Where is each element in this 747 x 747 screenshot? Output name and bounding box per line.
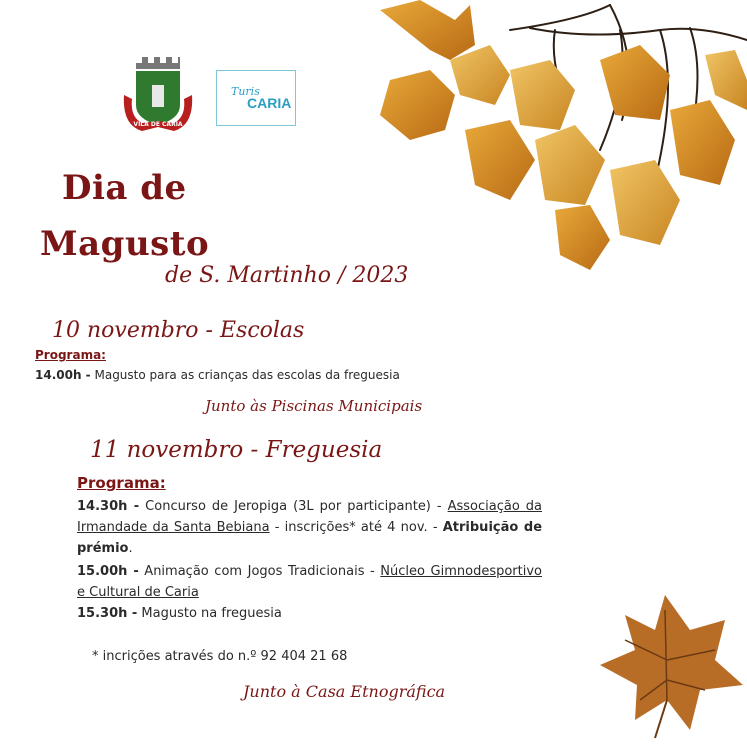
turis-logo-name: CARIA [247, 95, 292, 111]
day1-item-text: Magusto para as crianças das escolas da freguesia [90, 368, 400, 382]
day2-item3-time: 15.30h - [77, 606, 138, 621]
day2-program-item-1 [77, 496, 542, 559]
day2-item2-time: 15.00h - [77, 564, 139, 579]
day2-location: Junto à Casa Etnográfica [243, 682, 446, 701]
turis-logo-prefix: Turis [231, 85, 260, 98]
day1-program-item [35, 368, 455, 382]
autumn-leaves-branch-illustration [360, 0, 747, 280]
day2-item2-text: Animação com Jogos Tradicionais - [138, 564, 381, 579]
day2-heading: 11 novembro - Freguesia [90, 437, 383, 463]
turis-caria-logo [216, 70, 296, 126]
day1-item-time: 14.00h - [35, 368, 91, 382]
crest-banner-text: VILA DE CARIA [133, 121, 183, 128]
day2-programa-label: Programa: [77, 474, 166, 492]
day2-item1-rest: - inscrições* até 4 nov. - [269, 520, 443, 535]
parish-crest-logo [122, 55, 194, 137]
event-title-line2: Magusto [40, 224, 210, 264]
day1-heading: 10 novembro - Escolas [52, 318, 305, 343]
day2-program-item-2 [77, 561, 542, 603]
event-title-line1: Dia de [62, 168, 187, 208]
day2-item1-end: . [128, 541, 133, 556]
day2-item3-text: Magusto na freguesia [137, 606, 282, 621]
day2-item1-time: 14.30h - [77, 499, 140, 514]
day2-item1-prize: Atribuição de prémio [77, 520, 543, 556]
day2-item1-org-link: Associação da Irmandade da Santa Bebiana [77, 499, 543, 535]
day2-item1-text: Concurso de Jeropiga (3L por participante) - [139, 499, 448, 514]
day2-item2-org-link: Núcleo Gimnodesportivo e Cultural de Caria [77, 564, 543, 600]
registration-note: * incrições através do n.º 92 404 21 68 [92, 649, 348, 664]
maple-leaf-illustration [595, 590, 745, 740]
day1-programa-label: Programa: [35, 348, 106, 362]
event-subtitle: de S. Martinho / 2023 [165, 263, 409, 288]
day2-program-item-3 [77, 603, 542, 624]
day1-location: Junto às Piscinas Municipais [205, 397, 423, 415]
